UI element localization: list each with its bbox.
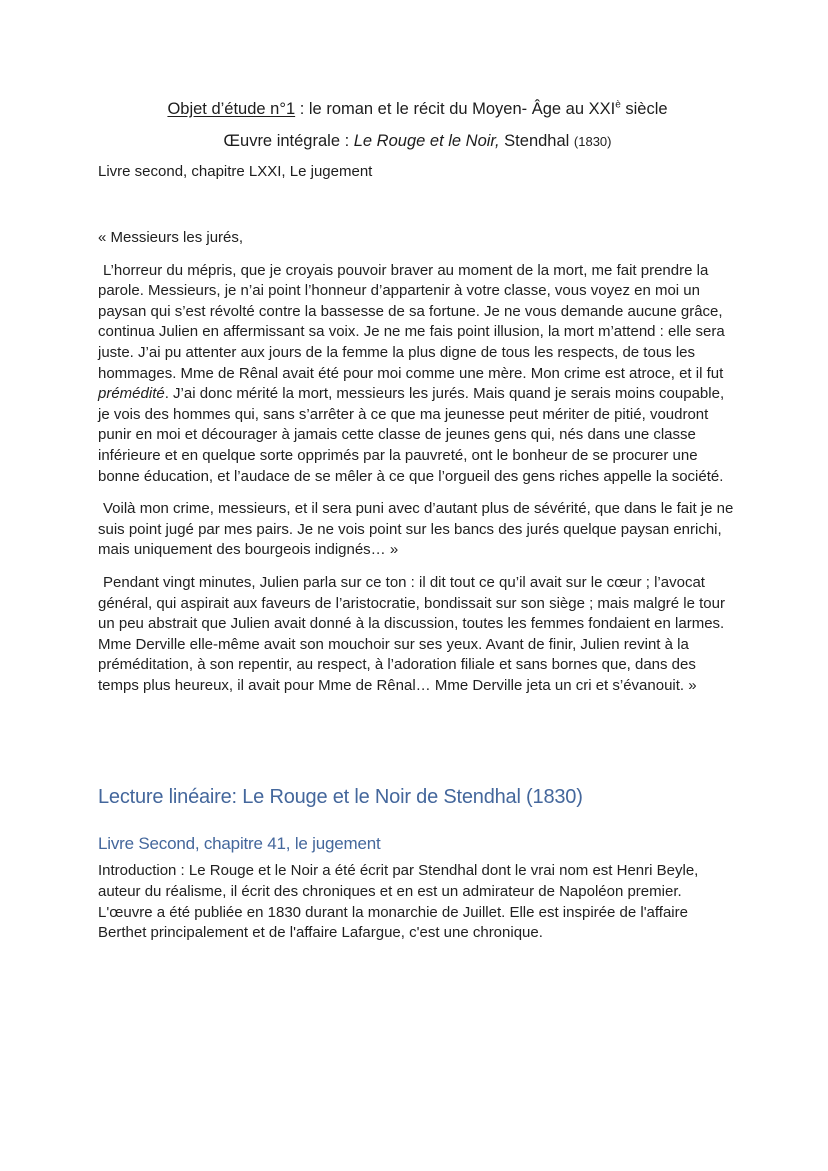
work-title-italic: Le Rouge et le Noir, <box>353 132 500 150</box>
chapter-reference: Livre second, chapitre LXXI, Le jugement <box>98 163 373 180</box>
study-object-title-end: siècle <box>620 100 668 118</box>
premedite-italic-word: prémédité <box>98 385 165 403</box>
excerpt-quote <box>98 228 737 696</box>
work-title-line <box>98 131 737 152</box>
work-title-prefix: Œuvre intégrale : <box>223 132 354 150</box>
study-object-title-underlined: Objet d’étude n°1 <box>167 100 296 118</box>
excerpt-paragraph-speech <box>98 261 737 488</box>
excerpt-paragraph-crime: Voilà mon crime, messieurs, et il sera puni avec d’autant plus de sévérité, que dans le fait je ne suis point jugé par mes pairs. Je ne vois point sur les bancs des jurés quelque paysan enrichi, mais uniquement des bourgeois indignés… » <box>98 500 734 559</box>
study-object-title <box>98 99 737 120</box>
livre-second-heading: Livre Second, chapitre 41, le jugement <box>98 834 381 854</box>
excerpt-paragraph-narration: Pendant vingt minutes, Julien parla sur ce ton : il dit tout ce qu’il avait sur le cœur ; l’avocat général, qui aspirait aux faveurs de l’aristocratie, bondissait sur son siège ; mais malgré le tour un peu abstrait que Julien avait donné à la discussion, toutes les femmes fondaient en larmes. Mme Derville elle-même avait son mouchoir sur ses yeux. Avant de finir, Julien revint à la préméditation, à son repentir, au respect, à l’adoration filiale et sans bornes que, dans des temps plus heureux, il avait pour Mme de Rênal… Mme Derville jeta un cri et s’évanouit. » <box>98 573 725 694</box>
speech-text-after-italic: . J’ai donc mérité la mort, messieurs les jurés. Mais quand je serais moins coupable, je vois des hommes qui, sans s’arrêter à ce que ma jeunesse peut mériter de pitié, voudront punir en moi et décourager à jamais cette classe de jeunes gens qui, nés dans une classe inférieure et en quelque sorte opprimés par la pauvreté, ont le bonheur de se procurer une bonne éducation, et l’audace de se mêler à ce que l’orgueil des gens riches appelle la société. <box>98 385 725 485</box>
speech-text-before-italic: L’horreur du mépris, que je croyais pouvoir braver au moment de la mort, me fait prendre la parole. Messieurs, je n’ai point l’honneur d’appartenir à votre classe, vous voyez en moi un paysan qui s’est révolté contre la bassesse de sa fortune. Je ne vous demande aucune grâce, continua Julien en affermissant sa voix. Je ne me fais point illusion, la mort m’attend : elle sera juste. J’ai pu attenter aux jours de la femme la plus digne de tous les respects, de tous les hommages. Mme de Rênal avait été pour moi comme une mère. Mon crime est atroce, et il fut <box>98 261 725 382</box>
publication-year: (1830) <box>573 134 612 149</box>
excerpt-paragraph-salutation: « Messieurs les jurés, <box>98 229 244 246</box>
study-object-title-rest: : le roman et le récit du Moyen- Âge au XXI <box>295 100 616 118</box>
introduction-paragraph: Introduction : Le Rouge et le Noir a été écrit par Stendhal dont le vrai nom est Henri Beyle, auteur du réalisme, il écrit des chroniques et en est un admirateur de Napoléon premier. L'œuvre a été publiée en 1830 durant la monarchie de Juillet. Elle est inspirée de l'affaire Berthet principalement et de l'affaire Lafargue, c'est une chronique. <box>98 862 699 942</box>
lecture-lineaire-heading: Lecture linéaire: Le Rouge et le Noir de Stendhal (1830) <box>98 786 583 809</box>
work-author: Stendhal <box>499 132 574 150</box>
century-superscript: è <box>615 99 621 111</box>
